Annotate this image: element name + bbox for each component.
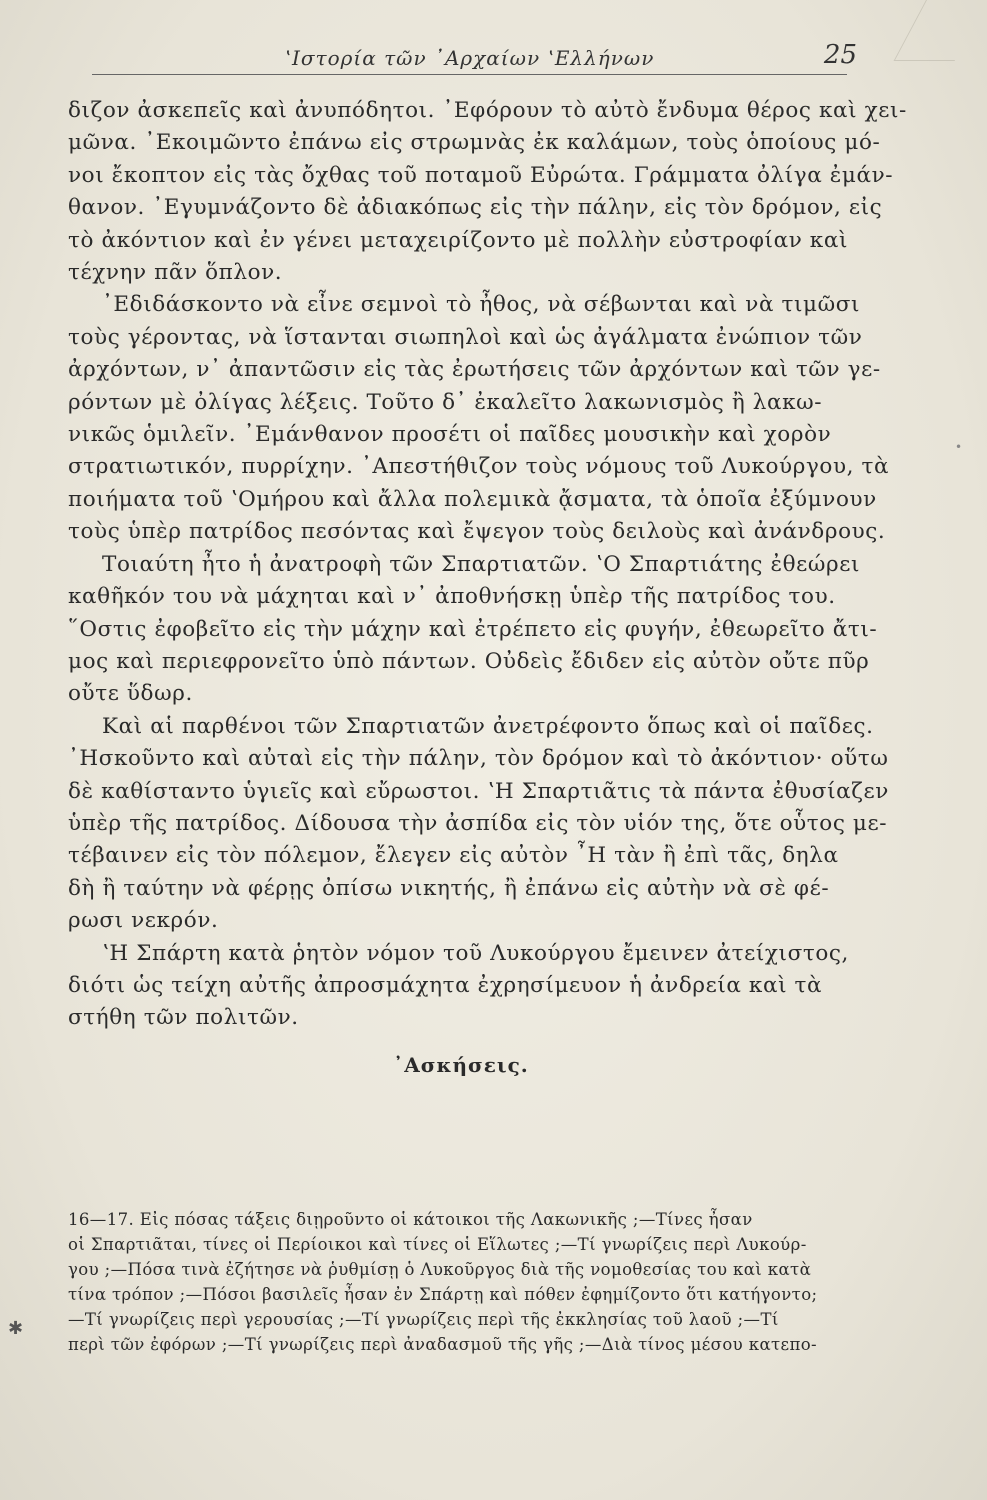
text-line: τέβαινεν εἰς τὸν πόλεμον, ἔλεγεν εἰς αὐτὸν ῏Η τὰν ἢ ἐπὶ τᾶς, δηλα [68, 843, 839, 869]
exercise-line: —Τί γνωρίζεις περὶ γερουσίας ;—Τί γνωρίζεις περὶ τῆς ἐκκλησίας τοῦ λαοῦ ;—Τί [68, 1310, 779, 1329]
text-line: Τοιαύτη ἦτο ἡ ἀνατροφὴ τῶν Σπαρτιατῶν. ʽΟ Σπαρτιάτης ἐθεώρει [102, 551, 861, 577]
margin-ink-mark-icon: ✱ [8, 1318, 24, 1339]
exercise-line: περὶ τῶν ἐφόρων ;—Τί γνωρίζεις περὶ ἀναδασμοῦ τῆς γῆς ;—Διὰ τίνος μέσου κατεπο- [68, 1335, 818, 1354]
page-corner-fold [894, 0, 987, 61]
text-line: δὴ ἢ ταύτην νὰ φέρῃς ὀπίσω νικητής, ἢ ἐπάνω εἰς αὐτὴν νὰ σὲ φέ- [68, 875, 830, 901]
margin-dot-icon: • [955, 440, 963, 454]
text-line: ὑπὲρ τῆς πατρίδος. Δίδουσα τὴν ἀσπίδα εἰς τὸν υἱόν της, ὅτε οὗτος με- [68, 810, 888, 836]
text-line: οὔτε ὕδωρ. [68, 681, 193, 707]
text-line: στήθη τῶν πολιτῶν. [68, 1005, 299, 1031]
exercise-line: οἱ Σπαρτιᾶται, τίνες οἱ Περίοικοι καὶ τίνες οἱ Εἵλωτες ;—Τί γνωρίζεις περὶ Λυκούρ- [68, 1235, 807, 1254]
text-line: μος καὶ περιεφρονεῖτο ὑπὸ πάντων. Οὐδεὶς ἔδιδεν εἰς αὐτὸν οὔτε πῦρ [68, 648, 870, 674]
text-line: τοὺς ὑπὲρ πατρίδος πεσόντας καὶ ἔψεγον τοὺς δειλοὺς καὶ ἀνάνδρους. [68, 519, 886, 545]
text-line: στρατιωτικόν, πυρρίχην. ᾿Απεστήθιζον τοὺς νόμους τοῦ Λυκούργου, τὰ [68, 454, 890, 480]
text-line: διζον ἀσκεπεῖς καὶ ἀνυπόδητοι. ᾿Εφόρουν τὸ αὐτὸ ἔνδυμα θέρος καὶ χει- [68, 98, 907, 123]
running-title: ʽΙστορία τῶν ᾿Αρχαίων ʽΕλλήνων [284, 46, 655, 70]
text-line: ρόντων μὲ ὀλίγας λέξεις. Τοῦτο δ᾿ ἐκαλεῖτο λακωνισμὸς ἢ λακω- [68, 389, 823, 415]
text-line: νοι ἔκοπτον εἰς τὰς ὄχθας τοῦ ποταμοῦ Εὐρώτα. Γράμματα ὀλίγα ἐμάν- [68, 162, 894, 188]
text-line: ἀρχόντων, ν᾿ ἀπαντῶσιν εἰς τὰς ἐρωτήσεις τῶν ἀρχόντων καὶ τῶν γε- [68, 357, 881, 383]
text-line: ποιήματα τοῦ ʽΟμήρου καὶ ἄλλα πολεμικὰ ᾄσματα, τὰ ὁποῖα ἐξύμνουν [68, 486, 877, 512]
page-number: 25 [823, 40, 857, 70]
exercise-line: τίνα τρόπον ;—Πόσοι βασιλεῖς ἦσαν ἐν Σπάρτῃ καὶ πόθεν ἐφημίζοντο ὅτι κατήγοντο; [68, 1285, 818, 1304]
text-line: ᾿Ησκοῦντο καὶ αὐταὶ εἰς τὴν πάλην, τὸν δρόμον καὶ τὸ ἀκόντιον· οὕτω [68, 746, 889, 772]
text-line: καθῆκόν του νὰ μάχηται καὶ ν᾿ ἀποθνήσκῃ ὑπὲρ τῆς πατρίδος του. [68, 584, 836, 610]
text-line: νικῶς ὁμιλεῖν. ᾿Εμάνθανον προσέτι οἱ παῖδες μουσικὴν καὶ χορὸν [68, 422, 832, 448]
text-line: ρωσι νεκρόν. [68, 908, 219, 934]
body-text [68, 95, 907, 1095]
text-line: θανον. ᾿Εγυμνάζοντο δὲ ἀδιακόπως εἰς τὴν πάλην, εἰς τὸν δρόμον, εἰς [68, 195, 883, 221]
running-head [92, 40, 857, 76]
text-line: ῞Οστις ἐφοβεῖτο εἰς τὴν μάχην καὶ ἐτρέπετο εἰς φυγήν, ἐθεωρεῖτο ἄτι- [68, 616, 878, 642]
text-line: τέχνην πᾶν ὅπλον. [68, 260, 283, 286]
exercises-heading: ᾿Ασκήσεις. [393, 1052, 529, 1077]
header-rule [92, 74, 847, 75]
exercise-line: 16—17. Εἰς πόσας τάξεις διῃροῦντο οἱ κάτοικοι τῆς Λακωνικῆς ;—Τίνες ἦσαν [68, 1210, 753, 1229]
text-line: μῶνα. ᾿Εκοιμῶντο ἐπάνω εἰς στρωμνὰς ἐκ καλάμων, τοὺς ὁποίους μό- [68, 130, 881, 156]
text-line: διότι ὡς τείχη αὐτῆς ἀπροσμάχητα ἐχρησίμευον ἡ ἀνδρεία καὶ τὰ [68, 972, 823, 998]
exercises-block [68, 1207, 854, 1357]
text-line: ʽΗ Σπάρτη κατὰ ῥητὸν νόμον τοῦ Λυκούργου ἔμεινεν ἀτείχιστος, [102, 940, 849, 966]
text-line: τοὺς γέροντας, νὰ ἵστανται σιωπηλοὶ καὶ ὡς ἀγάλματα ἐνώπιον τῶν [68, 324, 863, 350]
text-line: ᾿Εδιδάσκοντο νὰ εἶνε σεμνοὶ τὸ ἦθος, νὰ σέβωνται καὶ νὰ τιμῶσι [102, 292, 861, 318]
text-line: δὲ καθίσταντο ὑγιεῖς καὶ εὔρωστοι. ʽΗ Σπαρτιᾶτις τὰ πάντα ἐθυσίαζεν [68, 778, 889, 804]
exercise-line: γου ;—Πόσα τινὰ ἐζήτησε νὰ ῥυθμίσῃ ὁ Λυκοῦργος διὰ τῆς νομοθεσίας του καὶ κατὰ [68, 1260, 812, 1279]
text-line: τὸ ἀκόντιον καὶ ἐν γένει μεταχειρίζοντο μὲ πολλὴν εὐστροφίαν καὶ [68, 227, 848, 253]
text-line: Καὶ αἱ παρθένοι τῶν Σπαρτιατῶν ἀνετρέφοντο ὅπως καὶ οἱ παῖδες. [102, 713, 874, 739]
